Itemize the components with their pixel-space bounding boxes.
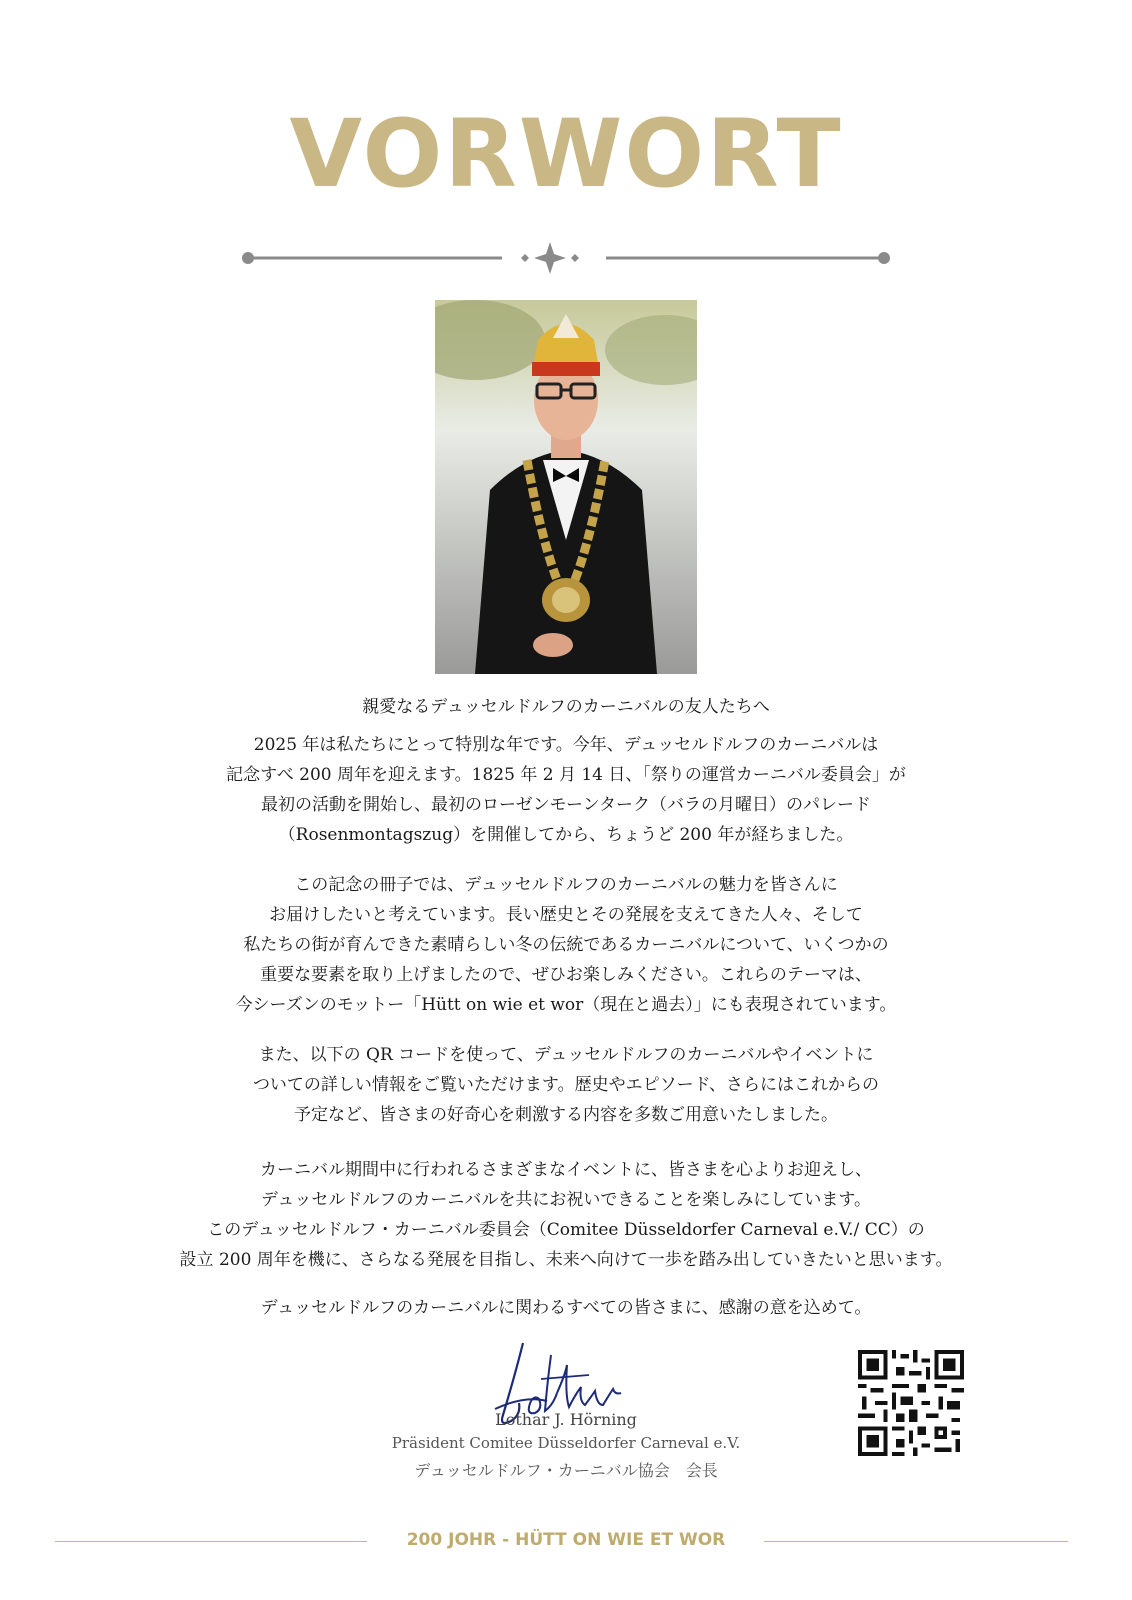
footer-motto: 200 JOHR - HÜTT ON WIE ET WOR xyxy=(406,1530,726,1550)
qr-code-icon[interactable] xyxy=(858,1350,964,1456)
paragraph-line: 予定など、皆さまの好奇心を刺激する内容を多数ご用意いたしました。 xyxy=(294,1105,838,1125)
paragraph-line: （Rosenmontagszug）を開催してから、ちょうど 200 年が経ちました。 xyxy=(278,825,854,845)
paragraph-line: この記念の冊子では、デュッセルドルフのカーニバルの魅力を皆さんに xyxy=(294,875,838,895)
paragraph-line: 2025 年は私たちにとって特別な年です。今年、デュッセルドルフのカーニバルは xyxy=(253,735,879,755)
paragraph-line: 最初の活動を開始し、最初のローゼンモーンターク（バラの月曜日）のパレード xyxy=(261,795,871,815)
paragraph-line: カーニバル期間中に行われるさまざまなイベントに、皆さまを心よりお迎えし、 xyxy=(260,1160,872,1180)
portrait-photo xyxy=(435,300,697,674)
page-title: VORWORT xyxy=(289,100,843,209)
paragraph-1 xyxy=(100,730,1032,850)
paragraph-line: 私たちの街が育んできた素晴らしい冬の伝統であるカーニバルについて、いくつかの xyxy=(243,935,889,955)
paragraph-line: デュッセルドルフのカーニバルを共にお祝いできることを楽しみにしています。 xyxy=(260,1190,872,1210)
paragraph-line: ついての詳しい情報をご覧いただけます。歴史やエピソード、さらにはこれからの xyxy=(252,1075,880,1095)
greeting-line: 親愛なるデュッセルドルフのカーニバルの友人たちへ xyxy=(362,697,770,717)
paragraph-3 xyxy=(100,1040,1032,1130)
paragraph-line: お届けしたいと考えています。長い歴史とその発展を支えてきた人々、そして xyxy=(269,905,863,925)
paragraph-line: デュッセルドルフのカーニバルに関わるすべての皆さまに、感謝の意を込めて。 xyxy=(260,1298,872,1318)
paragraph-4 xyxy=(100,1155,1032,1275)
paragraph-5 xyxy=(100,1293,1032,1323)
signer-title-german: Präsident Comitee Düsseldorfer Carneval e.V. xyxy=(391,1434,741,1452)
paragraph-line: また、以下の QR コードを使って、デュッセルドルフのカーニバルやイベントに xyxy=(258,1045,874,1065)
paragraph-line: 重要な要素を取り上げましたので、ぜひお楽しみください。これらのテーマは、 xyxy=(260,965,872,985)
signer-title-japanese: デュッセルドルフ・カーニバル協会 会長 xyxy=(414,1461,718,1480)
paragraph-2 xyxy=(100,870,1032,1020)
paragraph-line: 今シーズンのモットー「Hütt on wie et wor（現在と過去）」にも表現されています。 xyxy=(235,995,897,1015)
divider-with-stars-icon xyxy=(240,240,892,276)
paragraph-line: このデュッセルドルフ・カーニバル委員会（Comitee Düsseldorfer Carneval e.V./ CC）の xyxy=(207,1220,925,1240)
paragraph-line: 記念すべ 200 周年を迎えます。1825 年 2 月 14 日、「祭りの運営カーニバル委員会」が xyxy=(226,765,906,785)
signer-name: Lothar J. Hörning xyxy=(495,1410,637,1429)
paragraph-line: 設立 200 周年を機に、さらなる発展を目指し、未来へ向けて一歩を踏み出していきたいと思います。 xyxy=(179,1250,953,1270)
